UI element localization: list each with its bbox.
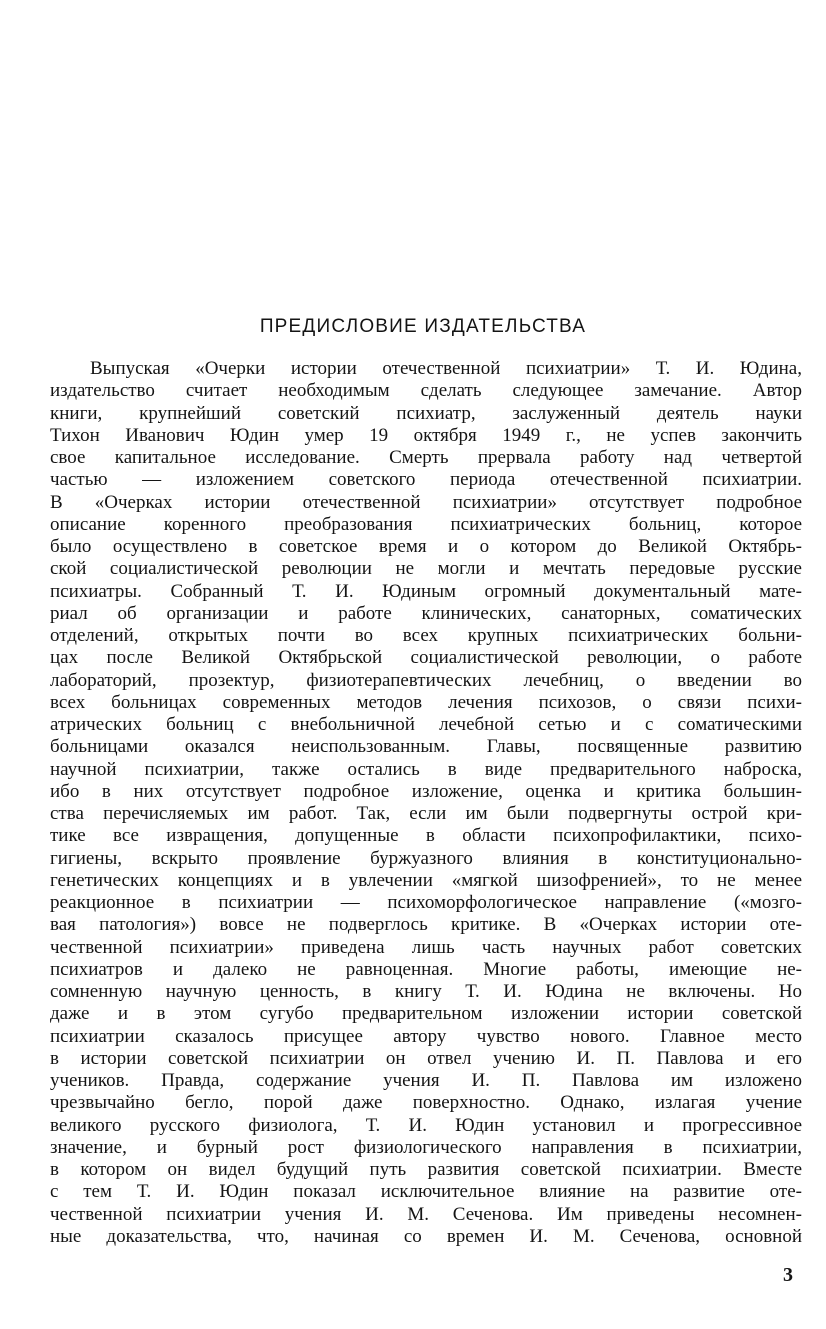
page-number: 3 (783, 1264, 793, 1286)
text-line: Выпуская «Очерки истории отечественной психиатрии» Т. И. Юдина, (90, 358, 802, 379)
text-line: тике все извращения, допущенные в области психопрофилактики, психо- (50, 825, 802, 847)
text-line: великого русского физиолога, Т. И. Юдин установил и прогрессивное (50, 1114, 802, 1136)
text-line: книги, крупнейший советский психиатр, заслуженный деятель науки (50, 402, 802, 424)
text-line: вая патология») вовсе не подверглось критике. В «Очерках истории оте- (50, 914, 802, 936)
text-line: значение, и бурный рост физиологического направления в психиатрии, (50, 1136, 802, 1158)
text-line: ства перечисляемых им работ. Так, если им были подвергнуты острой кри- (50, 803, 802, 824)
body-text (50, 358, 802, 1248)
page-heading: ПРЕДИСЛОВИЕ ИЗДАТЕЛЬСТВА (259, 316, 587, 337)
text-line: издательство считает необходимым сделать следующее замечание. Автор (50, 380, 802, 402)
text-line: гигиены, вскрыто проявление буржуазного влияния в конституционально- (50, 847, 802, 869)
text-line: ибо в них отсутствует подробное изложение, оценка и критика большин- (50, 780, 802, 802)
text-line: лабораторий, прозектур, физиотерапевтических лечебниц, о введении во (50, 669, 802, 691)
text-line: частью — изложением советского периода отечественной психиатрии. (50, 469, 802, 491)
text-line: психиатры. Собранный Т. И. Юдиным огромный документальный мате- (50, 580, 802, 602)
text-line: чественной психиатрии» приведена лишь часть научных работ советских (50, 936, 802, 958)
text-line: учеников. Правда, содержание учения И. П. Павлова им изложено (50, 1070, 802, 1091)
text-line: описание коренного преобразования психиатрических больниц, которое (50, 513, 802, 535)
text-line: научной психиатрии, также остались в виде предварительного наброска, (50, 758, 802, 780)
text-line: В «Очерках истории отечественной психиатрии» отсутствует подробное (50, 491, 802, 513)
text-line: даже и в этом сугубо предварительном изложении истории советской (50, 1003, 802, 1025)
text-line: чрезвычайно бегло, порой даже поверхностно. Однако, излагая учение (50, 1092, 802, 1114)
text-line: в котором он видел будущий путь развития советской психиатрии. Вместе (50, 1159, 802, 1180)
text-line: психиатров и далеко не равноценная. Многие работы, имеющие не- (50, 958, 802, 980)
text-line: генетических концепциях и в увлечении «мягкой шизофренией», то не менее (50, 869, 802, 891)
text-line: цах после Великой Октябрьской социалистической революции, о работе (50, 647, 802, 669)
text-line: Тихон Иванович Юдин умер 19 октября 1949 г., не успев закончить (50, 424, 802, 446)
text-line: риал об организации и работе клинических, санаторных, соматических (50, 602, 802, 624)
text-line: отделений, открытых почти во всех крупных психиатрических больни- (50, 625, 802, 646)
text-line: атрических больниц с внебольничной лечебной сетью и с соматическими (50, 714, 802, 735)
text-line: реакционное в психиатрии — психоморфологическое направление («мозго- (50, 892, 802, 913)
text-line: с тем Т. И. Юдин показал исключительное влияние на развитие оте- (50, 1181, 802, 1203)
text-line: в истории советской психиатрии он отвел учению И. П. Павлова и его (50, 1047, 802, 1069)
text-line: психиатрии сказалось присущее автору чувство нового. Главное место (50, 1025, 802, 1047)
text-line: ные доказательства, что, начиная со времен И. М. Сеченова, основной (50, 1225, 802, 1247)
text-line: чественной психиатрии учения И. М. Сеченова. Им приведены несомнен- (50, 1203, 802, 1225)
text-line: свое капитальное исследование. Смерть прервала работу над четвертой (50, 447, 802, 468)
text-line: всех больницах современных методов лечения психозов, о связи психи- (50, 691, 802, 713)
text-line: сомненную научную ценность, в книгу Т. И. Юдина не включены. Но (50, 981, 802, 1002)
text-line: больницами оказался неиспользованным. Главы, посвященные развитию (50, 736, 802, 758)
text-line: было осуществлено в советское время и о котором до Великой Октябрь- (50, 536, 802, 557)
text-line: ской социалистической революции не могли и мечтать передовые русские (50, 558, 802, 580)
